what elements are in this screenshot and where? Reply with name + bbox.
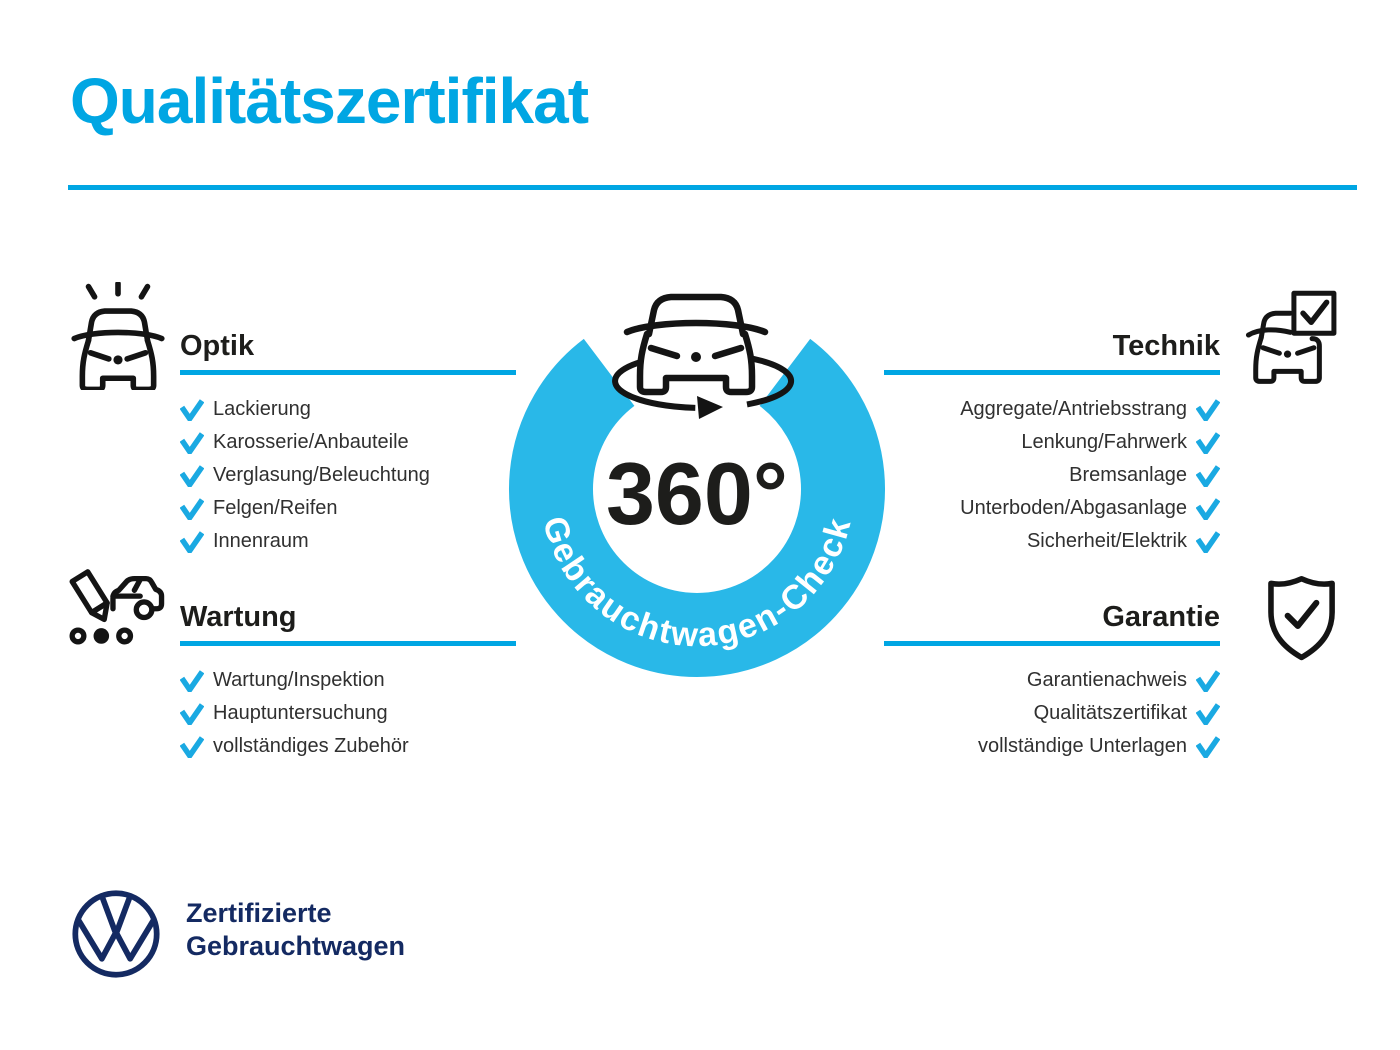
section-title: Optik	[180, 330, 255, 362]
list-item	[180, 459, 516, 492]
section-divider	[884, 370, 1220, 375]
list-item	[180, 492, 516, 525]
shield-check-icon	[1258, 573, 1346, 666]
check-icon	[180, 498, 204, 520]
check-icon	[180, 465, 204, 487]
list-item-label: Qualitätszertifikat	[1033, 702, 1187, 724]
section-divider	[180, 641, 516, 646]
check-icon	[1196, 399, 1220, 421]
list-item	[884, 393, 1220, 426]
check-icon	[1196, 736, 1220, 758]
pencil-car-checklist-icon	[58, 566, 166, 668]
list-item	[884, 426, 1220, 459]
list-item-label: Karosserie/Anbauteile	[213, 431, 409, 453]
list-item	[180, 426, 516, 459]
list-item-label: Wartung/Inspektion	[213, 669, 385, 691]
rotation-arrowhead	[697, 396, 723, 419]
check-icon	[180, 736, 204, 758]
list-item	[180, 697, 516, 730]
check-icon	[180, 531, 204, 553]
check-icon	[180, 399, 204, 421]
brand-line2: Gebrauchtwagen	[186, 931, 406, 961]
check-icon	[1196, 531, 1220, 553]
section-divider	[180, 370, 516, 375]
list-item	[180, 664, 516, 697]
section-garantie	[884, 601, 1220, 763]
list-item-label: Sicherheit/Elektrik	[1026, 530, 1187, 552]
badge-value: 360°	[605, 444, 789, 543]
list-item-label: Garantienachweis	[1026, 669, 1187, 691]
section-optik	[180, 330, 516, 558]
list-item-label: Innenraum	[213, 530, 309, 552]
section-divider	[884, 641, 1220, 646]
check-icon	[1196, 703, 1220, 725]
badge-ring-label: Gebrauchtwagen-Check	[534, 512, 859, 655]
list-item	[884, 459, 1220, 492]
section-title: Garantie	[1102, 601, 1220, 633]
badge-360-check	[495, 256, 901, 708]
list-item-label: Aggregate/Antriebsstrang	[960, 398, 1187, 420]
page-title: Qualitätszertifikat	[70, 65, 589, 137]
section-technik	[884, 330, 1220, 558]
list-item	[884, 525, 1220, 558]
checklist-technik	[884, 393, 1220, 558]
check-icon	[1196, 670, 1220, 692]
list-item-label: Lackierung	[213, 398, 311, 420]
list-item	[884, 664, 1220, 697]
checklist-wartung	[180, 664, 516, 763]
list-item-label: Bremsanlage	[1069, 464, 1187, 486]
title-divider	[68, 185, 1357, 190]
list-item	[884, 697, 1220, 730]
section-wartung	[180, 601, 516, 763]
check-icon	[180, 703, 204, 725]
list-item-label: vollständige Unterlagen	[977, 735, 1187, 757]
list-item-label: Felgen/Reifen	[213, 497, 338, 519]
list-item-label: Lenkung/Fahrwerk	[1021, 431, 1187, 453]
list-item-label: Verglasung/Beleuchtung	[213, 464, 430, 486]
list-item	[884, 730, 1220, 763]
list-item	[180, 525, 516, 558]
check-icon	[1196, 498, 1220, 520]
list-item	[180, 393, 516, 426]
list-item	[884, 492, 1220, 525]
list-item	[180, 730, 516, 763]
checklist-optik	[180, 393, 516, 558]
rotating-car-icon	[627, 282, 765, 392]
car-checkbox-icon	[1243, 284, 1343, 387]
checklist-garantie	[884, 664, 1220, 763]
sparkling-car-icon	[62, 282, 174, 390]
check-icon	[1196, 432, 1220, 454]
list-item-label: vollständiges Zubehör	[213, 735, 409, 757]
section-title: Technik	[1112, 330, 1220, 362]
check-icon	[180, 432, 204, 454]
section-title: Wartung	[180, 601, 297, 633]
brand-line1: Zertifizierte	[186, 898, 332, 928]
check-icon	[1196, 465, 1220, 487]
check-icon	[180, 670, 204, 692]
brand-text	[186, 897, 405, 963]
vw-logo	[70, 888, 162, 980]
list-item-label: Hauptuntersuchung	[213, 702, 388, 724]
list-item-label: Unterboden/Abgasanlage	[960, 497, 1187, 519]
